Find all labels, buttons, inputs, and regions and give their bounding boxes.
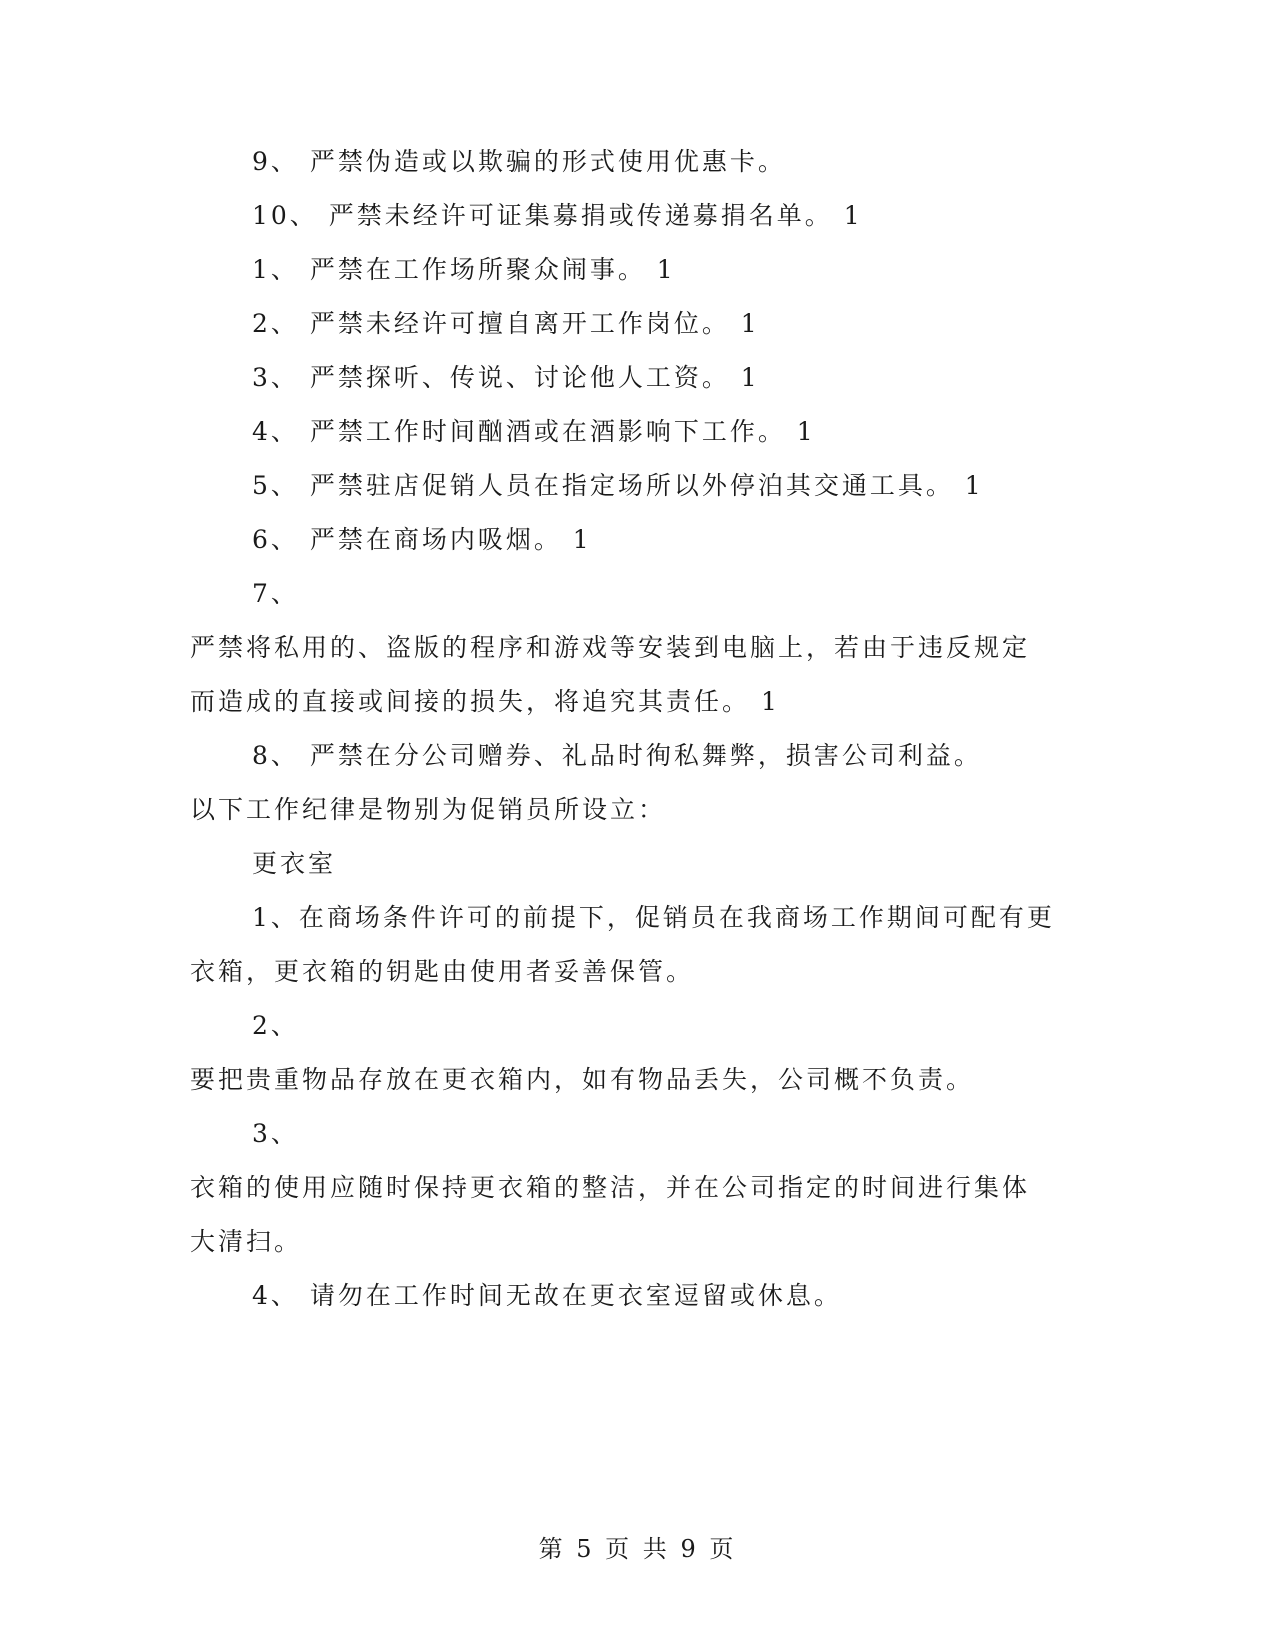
rule-item-7-text: 严禁将私用的、盗版的程序和游戏等安装到电脑上，若由于违反规定 (190, 633, 1031, 662)
rule-item-9: 9、 严禁伪造或以欺骗的形式使用优惠卡。 (252, 147, 786, 176)
locker-item-2-number: 2、 (252, 1011, 299, 1040)
locker-item-2-text: 要把贵重物品存放在更衣箱内，如有物品丢失，公司概不负责。 (190, 1065, 975, 1094)
rule-item-1: 1、 严禁在工作场所聚众闹事。 1 (252, 255, 676, 284)
locker-item-4: 4、 请勿在工作时间无故在更衣室逗留或休息。 (252, 1281, 842, 1310)
locker-item-1-cont: 衣箱，更衣箱的钥匙由使用者妥善保管。 (190, 957, 695, 986)
rule-item-5: 5、 严禁驻店促销人员在指定场所以外停泊其交通工具。 1 (252, 471, 984, 500)
rule-item-7-number: 7、 (252, 579, 299, 608)
rule-item-6: 6、 严禁在商场内吸烟。 1 (252, 525, 592, 554)
rule-item-7-text-cont: 而造成的直接或间接的损失，将追究其责任。 1 (190, 687, 780, 716)
locker-item-3-text: 衣箱的使用应随时保持更衣箱的整洁，并在公司指定的时间进行集体 (190, 1173, 1031, 1202)
page-footer: 第 5 页 共 9 页 (538, 1535, 737, 1563)
locker-item-1: 1、在商场条件许可的前提下，促销员在我商场工作期间可配有更 (252, 903, 1055, 932)
section-intro: 以下工作纪律是物别为促销员所设立： (190, 795, 667, 824)
section-heading-locker-room: 更衣室 (252, 849, 337, 878)
locker-item-3-number: 3、 (252, 1119, 299, 1148)
rule-item-10: 10、 严禁未经许可证集募捐或传递募捐名单。 1 (252, 201, 863, 230)
rule-item-3: 3、 严禁探听、传说、讨论他人工资。 1 (252, 363, 760, 392)
rule-item-8: 8、 严禁在分公司赠券、礼品时徇私舞弊，损害公司利益。 (252, 741, 982, 770)
locker-item-3-text-cont: 大清扫。 (190, 1227, 303, 1256)
rule-item-4: 4、 严禁工作时间酗酒或在酒影响下工作。 1 (252, 417, 816, 446)
rule-item-2: 2、 严禁未经许可擅自离开工作岗位。 1 (252, 309, 760, 338)
